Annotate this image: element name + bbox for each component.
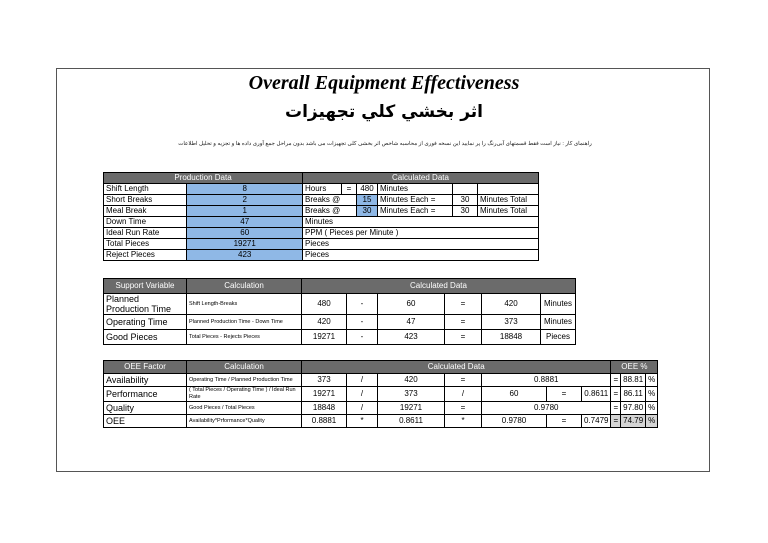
oee-percent-value: 86.11 (621, 387, 646, 402)
input-cell[interactable]: 15 (357, 195, 378, 206)
table-row (104, 402, 658, 415)
calc-cell: 30 (453, 195, 478, 206)
calc-cell: 0.9780 (482, 415, 547, 428)
calc-cell: 0.8881 (302, 415, 347, 428)
row-label: Good Pieces (104, 330, 187, 345)
calc-cell: % (646, 374, 658, 387)
calc-cell: * (445, 415, 482, 428)
row-label: Total Pieces (104, 239, 187, 250)
calc-cell: 19271 (302, 330, 347, 345)
calc-cell: Pieces (303, 239, 539, 250)
calculation-header: Calculation (187, 361, 302, 374)
calc-cell: 0.8611 (378, 415, 445, 428)
calc-formula: Availability*Prformance*Quality (187, 415, 302, 428)
calc-cell: = (611, 387, 621, 402)
calc-cell: 30 (453, 206, 478, 217)
table-row (104, 315, 576, 330)
input-cell[interactable]: 19271 (187, 239, 303, 250)
support-variable-table (103, 278, 576, 345)
row-label: Ideal Run Rate (104, 228, 187, 239)
calc-cell: % (646, 415, 658, 428)
calc-cell: / (347, 402, 378, 415)
instruction-note: راهنمای کار : نیاز است فقط قسمتهای آبی‌رنگ را پر نمایید این نسخه فوری از محاسبه شاخص اثر بخشی کلی تجهیزات می باشد بدون مراحل جمع آوری داده ها و تجزیه و تحلیل اطلاعات (178, 141, 592, 147)
calculation-header: Calculation (187, 279, 302, 294)
calc-cell: = (445, 315, 482, 330)
calc-cell: 0.8881 (482, 374, 611, 387)
calc-cell: Minutes Each = (378, 195, 453, 206)
calc-cell: / (347, 374, 378, 387)
calc-cell: 420 (378, 374, 445, 387)
row-label: Meal Break (104, 206, 187, 217)
table-row (104, 228, 539, 239)
calc-formula: Operating Time / Planned Production Time (187, 374, 302, 387)
calc-formula: ( Total Pieces / Operating Time ) / Ideal Run Rate (187, 387, 302, 402)
row-label: Planned Production Time (104, 294, 187, 315)
calc-cell: 0.7479 (582, 415, 611, 428)
support-variable-header: Support Variable (104, 279, 187, 294)
calc-cell: / (445, 387, 482, 402)
input-cell[interactable]: 2 (187, 195, 303, 206)
calc-cell: = (611, 374, 621, 387)
table-row (104, 330, 576, 345)
calc-cell: PPM ( Pieces per Minute ) (303, 228, 539, 239)
page-title: Overall Equipment Effectiveness (248, 72, 520, 94)
calc-cell: 423 (378, 330, 445, 345)
table-row (104, 374, 658, 387)
row-label: Availability (104, 374, 187, 387)
table-row (104, 217, 539, 228)
table-row (104, 415, 658, 428)
calc-cell: 420 (302, 315, 347, 330)
oee-percent-value: 97.80 (621, 402, 646, 415)
calc-cell: = (445, 374, 482, 387)
calc-cell (453, 184, 478, 195)
calc-formula: Good Pieces / Total Pieces (187, 402, 302, 415)
calc-cell: 420 (482, 294, 541, 315)
calc-cell: 373 (378, 387, 445, 402)
production-data-table (103, 172, 539, 261)
calc-cell: = (611, 415, 621, 428)
input-cell[interactable]: 47 (187, 217, 303, 228)
page-subtitle: اثر بخشي كلي تجهيزات (285, 102, 483, 122)
calc-cell: 0.8611 (582, 387, 611, 402)
calc-cell: = (547, 415, 582, 428)
input-cell[interactable]: 30 (357, 206, 378, 217)
table-row (104, 206, 539, 217)
calc-cell: 47 (378, 315, 445, 330)
row-label: Quality (104, 402, 187, 415)
calc-cell: = (445, 294, 482, 315)
calc-cell: / (347, 387, 378, 402)
calc-cell: Hours (303, 184, 342, 195)
calc-cell: - (347, 294, 378, 315)
calc-cell: 480 (302, 294, 347, 315)
calc-cell: 373 (482, 315, 541, 330)
oee-factor-table (103, 360, 658, 428)
calc-cell: 18848 (302, 402, 347, 415)
row-label: Performance (104, 387, 187, 402)
calc-cell: Minutes Each = (378, 206, 453, 217)
calc-cell: - (347, 330, 378, 345)
oee-factor-header: OEE Factor (104, 361, 187, 374)
calc-cell: Breaks @ (303, 206, 357, 217)
row-label: Down Time (104, 217, 187, 228)
table-row (104, 250, 539, 261)
calc-cell: 0.9780 (482, 402, 611, 415)
calc-cell: * (347, 415, 378, 428)
input-cell[interactable]: 423 (187, 250, 303, 261)
production-header: Production Data (104, 173, 303, 184)
calc-cell: 19271 (302, 387, 347, 402)
calc-cell: Pieces (303, 250, 539, 261)
calculated-header: Calculated Data (303, 173, 539, 184)
oee-total-value: 74.79 (621, 415, 646, 428)
calc-cell: % (646, 387, 658, 402)
calc-cell (478, 184, 539, 195)
calc-cell: = (342, 184, 357, 195)
calc-formula: Planned Production Time - Down Time (187, 315, 302, 330)
calc-cell: = (445, 330, 482, 345)
calc-cell: 373 (302, 374, 347, 387)
row-label: Reject Pieces (104, 250, 187, 261)
calc-cell: Minutes (378, 184, 453, 195)
calc-formula: Shift Length-Breaks (187, 294, 302, 315)
input-cell[interactable]: 1 (187, 206, 303, 217)
input-cell[interactable]: 8 (187, 184, 303, 195)
calc-cell: 60 (378, 294, 445, 315)
table-row (104, 239, 539, 250)
row-label: Shift Length (104, 184, 187, 195)
calc-cell: = (611, 402, 621, 415)
calculated-header: Calculated Data (302, 279, 576, 294)
calc-cell: 19271 (378, 402, 445, 415)
calc-cell: = (445, 402, 482, 415)
calc-cell: Minutes (541, 294, 576, 315)
calc-cell: = (547, 387, 582, 402)
calc-cell: Minutes (303, 217, 539, 228)
input-cell[interactable]: 60 (187, 228, 303, 239)
calc-cell: Minutes Total (478, 195, 539, 206)
table-row (104, 294, 576, 315)
table-row (104, 195, 539, 206)
calc-formula: Total Pieces - Rejects Pieces (187, 330, 302, 345)
row-label: OEE (104, 415, 187, 428)
calc-cell: % (646, 402, 658, 415)
calc-cell: Minutes Total (478, 206, 539, 217)
table-row (104, 184, 539, 195)
calc-cell: 18848 (482, 330, 541, 345)
oee-percent-header: OEE % (611, 361, 658, 374)
oee-percent-value: 88.81 (621, 374, 646, 387)
calc-cell: Pieces (541, 330, 576, 345)
calc-cell: Minutes (541, 315, 576, 330)
calc-cell: Breaks @ (303, 195, 357, 206)
calc-cell: 480 (357, 184, 378, 195)
calc-cell: 60 (482, 387, 547, 402)
row-label: Operating Time (104, 315, 187, 330)
calculated-header: Calculated Data (302, 361, 611, 374)
calc-cell: - (347, 315, 378, 330)
row-label: Short Breaks (104, 195, 187, 206)
table-row (104, 387, 658, 402)
